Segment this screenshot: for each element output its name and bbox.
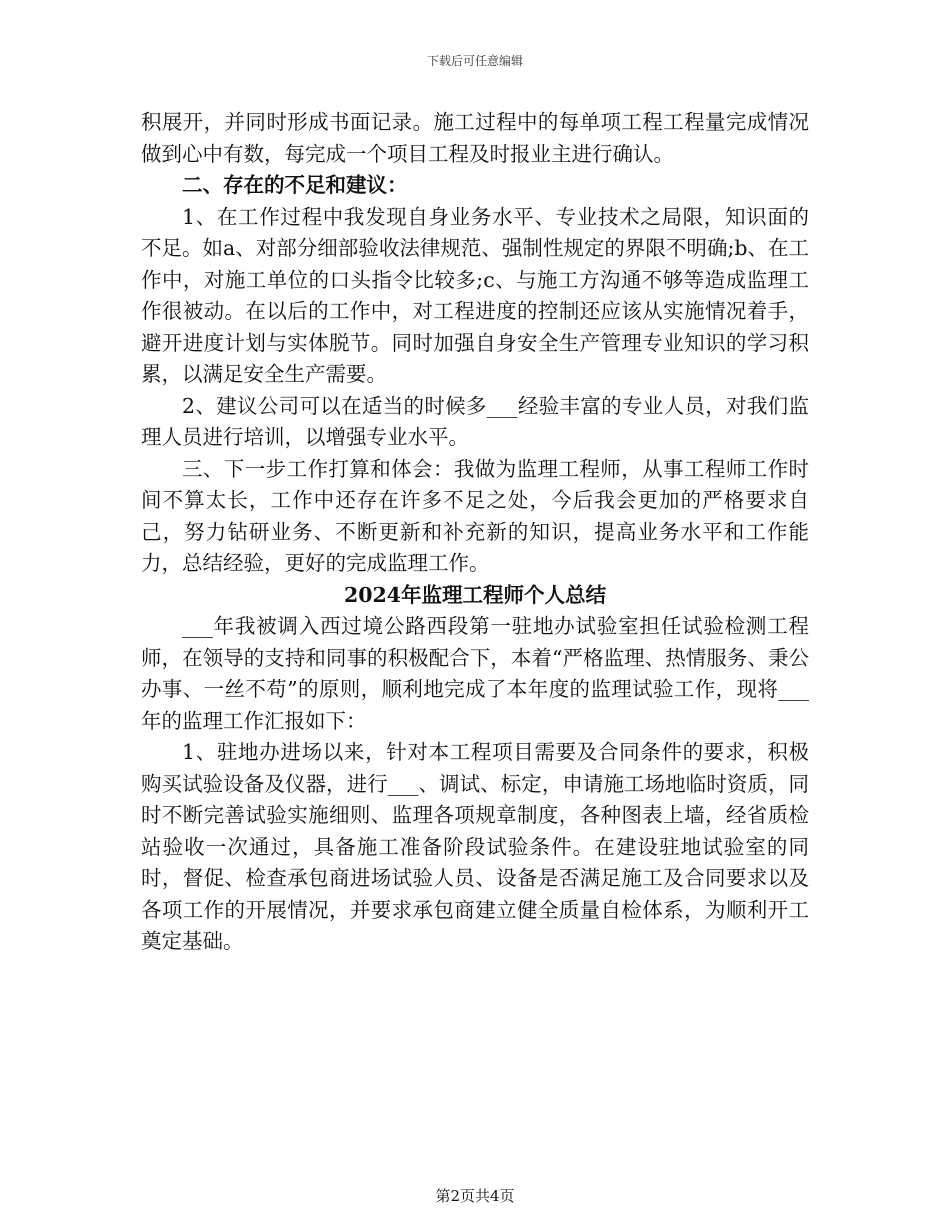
paragraph-continuation: 积展开，并同时形成书面记录。施工过程中的每单项工程工程量完成情况做到心中有数，每完成一个项目工程及时报业主进行确认。 xyxy=(141,110,809,166)
paragraph-shortcoming-1: 1、在工作过程中我发现自身业务水平、专业技术之局限，知识面的不足。如a、对部分细部验收法律规范、强制性规定的界限不明确;b、在工作中，对施工单位的口头指令比较多;c、与施工方沟通不够等造成监理工作很被动。在以后的工作中，对工程进度的控制还应该从实施情况着手，避开进度计划与实体脱节。同时加强自身安全生产管理专业知识的学习积累，以满足安全生产需要。 xyxy=(141,204,809,386)
paragraph-suggestion-2: 2、建议公司可以在适当的时候多___经验丰富的专业人员，对我们监理人员进行培训，以增强专业水平。 xyxy=(141,393,809,449)
page-footer: 第2页共4页 xyxy=(435,1187,515,1205)
paragraph-intro: ___年我被调入西过境公路西段第一驻地办试验室担任试验检测工程师，在领导的支持和同事的积极配合下，本着“严格监理、热情服务、秉公办事、一丝不苟”的原则，顺利地完成了本年度的监理试验工作，现将___年的监理工作汇报如下： xyxy=(141,614,809,733)
section-heading-shortcomings: 二、存在的不足和建议： xyxy=(182,173,408,197)
paragraph-item-1: 1、驻地办进场以来，针对本工程项目需要及合同条件的要求，积极购买试验设备及仪器，进行___、调试、标定，申请施工场地临时资质，同时不断完善试验实施细则、监理各项规章制度，各种图表上墙，经省质检站验收一次通过，具备施工准备阶段试验条件。在建设驻地试验室的同时，督促、检查承包商进场试验人员、设备是否满足施工及合同要求以及各项工作的开展情况，并要求承包商建立健全质量自检体系，为顺利开工奠定基础。 xyxy=(141,740,809,953)
document-title: 2024年监理工程师个人总结 xyxy=(343,582,607,607)
page-header: 下载后可任意编辑 xyxy=(426,54,523,68)
document-body xyxy=(141,107,809,958)
paragraph-next-steps: 三、下一步工作打算和体会：我做为监理工程师，从事工程师工作时间不算太长，工作中还存在许多不足之处，今后我会更加的严格要求自己，努力钻研业务、不断更新和补充新的知识，提高业务水平和工作能力，总结经验，更好的完成监理工作。 xyxy=(141,456,809,575)
